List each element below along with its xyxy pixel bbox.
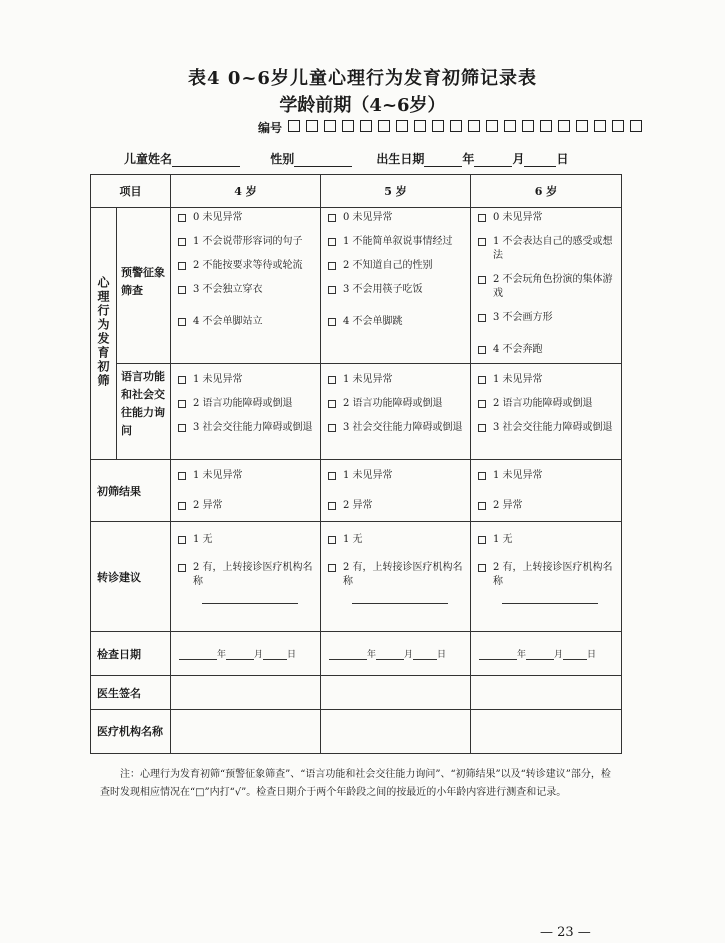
language-row [91, 364, 622, 460]
checkbox[interactable] [478, 238, 486, 246]
date-unit-label: 月 [254, 650, 264, 660]
result-row [91, 460, 622, 522]
checkbox-label: 1 未见异常 [193, 470, 243, 481]
checkbox-label: 1 未见异常 [493, 470, 543, 481]
checkbox-label: 1 未见异常 [493, 374, 543, 385]
header-age5: 5 岁 [321, 175, 471, 208]
page-number: — 23 — [540, 925, 591, 940]
checkbox-label: 1 不会说带形容词的句子 [193, 236, 303, 247]
checkbox-item [178, 373, 316, 387]
checkbox[interactable] [328, 536, 336, 544]
table-header-row [91, 175, 622, 208]
date-unit-label: 年 [367, 650, 377, 660]
code-digit-box[interactable] [324, 120, 336, 132]
checkbox[interactable] [328, 214, 336, 222]
date-unit-label: 日 [587, 650, 597, 660]
code-digit-box[interactable] [504, 120, 516, 132]
day-label: 日 [556, 152, 569, 166]
language-label: 语言功能和社会交往能力询问 [117, 364, 171, 460]
code-digit-box[interactable] [558, 120, 570, 132]
doctor-sign-label: 医生签名 [91, 676, 171, 710]
checkbox-label: 2 语言功能障碍或倒退 [193, 398, 293, 409]
checkbox[interactable] [478, 346, 486, 354]
code-digit-box[interactable] [630, 120, 642, 132]
form-subtitle: 学龄前期（4~6岁） [279, 95, 446, 116]
institution-name-line[interactable] [202, 603, 298, 604]
checkbox[interactable] [328, 502, 336, 510]
institution-age4[interactable] [171, 710, 321, 754]
checkbox-item [328, 561, 466, 589]
date-unit-label: 日 [287, 650, 297, 660]
header-age6: 6 岁 [471, 175, 622, 208]
checkbox[interactable] [178, 238, 186, 246]
checkbox[interactable] [328, 262, 336, 270]
checkbox-item [178, 533, 316, 547]
checkbox-label: 1 无 [193, 534, 213, 545]
date-blank[interactable] [563, 649, 587, 660]
warning-age6-cell [471, 208, 622, 364]
checkbox-label: 3 社会交往能力障碍或倒退 [493, 422, 613, 433]
checkbox-label: 2 有，上转接诊医疗机构名称 [343, 562, 463, 587]
checkbox[interactable] [478, 276, 486, 284]
date-unit-label: 日 [437, 650, 447, 660]
code-digit-box[interactable] [342, 120, 354, 132]
sex-label: 性别 [270, 152, 295, 166]
checkbox-label: 2 不能按要求等待或轮流 [193, 260, 303, 271]
date-blank[interactable] [263, 649, 287, 660]
checkbox[interactable] [178, 472, 186, 480]
code-digit-box[interactable] [594, 120, 606, 132]
warning-label: 预警征象筛查 [117, 208, 171, 364]
exam-date-age5[interactable] [321, 632, 471, 676]
checkbox-label: 1 未见异常 [193, 374, 243, 385]
checkbox-label: 3 不会用筷子吃饭 [343, 284, 423, 295]
checkbox[interactable] [178, 502, 186, 510]
code-digit-box[interactable] [576, 120, 588, 132]
date-blank[interactable] [526, 649, 554, 660]
code-digit-box[interactable] [540, 120, 552, 132]
checkbox-label: 2 语言功能障碍或倒退 [493, 398, 593, 409]
checkbox[interactable] [328, 424, 336, 432]
checkbox[interactable] [328, 238, 336, 246]
code-digit-box[interactable] [288, 120, 300, 132]
exam-date-age4[interactable] [171, 632, 321, 676]
referral-age6-cell [471, 522, 622, 632]
institution-age6[interactable] [471, 710, 622, 754]
checkbox[interactable] [178, 262, 186, 270]
date-blank[interactable] [479, 649, 517, 660]
dob-label: 出生日期 [376, 152, 425, 166]
checkbox[interactable] [178, 564, 186, 572]
checkbox-item [478, 499, 617, 513]
checkbox-label: 4 不会奔跑 [493, 344, 543, 355]
date-unit-label: 年 [217, 650, 227, 660]
doctor-sign-age5[interactable] [321, 676, 471, 710]
date-blank[interactable] [329, 649, 367, 660]
checkbox-item [178, 283, 316, 297]
checkbox-item [478, 311, 617, 325]
checkbox-item [178, 259, 316, 273]
checkbox-item [328, 315, 466, 329]
checkbox[interactable] [178, 376, 186, 384]
checkbox-label: 3 不会独立穿衣 [193, 284, 263, 295]
checkbox-label: 2 不会玩角色扮演的集体游戏 [493, 274, 613, 299]
category-label: 心理行为发育初筛 [96, 276, 110, 388]
checkbox-label: 1 无 [343, 534, 363, 545]
date-blank[interactable] [376, 649, 404, 660]
language-age4-cell [171, 364, 321, 460]
code-digit-box[interactable] [468, 120, 480, 132]
referral-label: 转诊建议 [91, 522, 171, 632]
institution-row [91, 710, 622, 754]
checkbox[interactable] [478, 472, 486, 480]
screening-table [90, 174, 622, 754]
code-digit-box[interactable] [306, 120, 318, 132]
checkbox[interactable] [478, 564, 486, 572]
date-blank[interactable] [179, 649, 217, 660]
checkbox-label: 3 社会交往能力障碍或倒退 [343, 422, 463, 433]
checkbox-item [328, 469, 466, 483]
checkbox-label: 2 有，上转接诊医疗机构名称 [493, 562, 613, 587]
checkbox[interactable] [478, 424, 486, 432]
checkbox-label: 2 异常 [193, 500, 223, 511]
checkbox[interactable] [328, 564, 336, 572]
checkbox-label: 0 未见异常 [493, 212, 543, 223]
sex-field[interactable] [294, 154, 352, 167]
checkbox-item [328, 235, 466, 249]
checkbox[interactable] [178, 400, 186, 408]
date-blank[interactable] [226, 649, 254, 660]
checkbox[interactable] [328, 286, 336, 294]
checkbox-label: 3 社会交往能力障碍或倒退 [193, 422, 313, 433]
date-unit-label: 月 [404, 650, 414, 660]
checkbox-label: 2 异常 [343, 500, 373, 511]
checkbox[interactable] [178, 318, 186, 326]
checkbox-label: 1 不会表达自己的感受或想法 [493, 236, 613, 261]
institution-label: 医疗机构名称 [91, 710, 171, 754]
header-item: 项目 [91, 175, 171, 208]
date-blank[interactable] [413, 649, 437, 660]
checkbox-item [178, 469, 316, 483]
checkbox-item [328, 499, 466, 513]
footnote [100, 766, 620, 802]
checkbox[interactable] [478, 314, 486, 322]
language-age6-cell [471, 364, 622, 460]
checkbox-item [328, 373, 466, 387]
date-unit-label: 年 [517, 650, 527, 660]
checkbox[interactable] [328, 318, 336, 326]
language-age5-cell [321, 364, 471, 460]
checkbox[interactable] [178, 214, 186, 222]
code-digit-box[interactable] [522, 120, 534, 132]
code-digit-box[interactable] [612, 120, 624, 132]
checkbox[interactable] [328, 400, 336, 408]
doctor-sign-age4[interactable] [171, 676, 321, 710]
checkbox-item [328, 259, 466, 273]
checkbox-item [478, 211, 617, 225]
checkbox-item [328, 421, 466, 435]
checkbox-label: 2 语言功能障碍或倒退 [343, 398, 443, 409]
checkbox-item [178, 561, 316, 589]
institution-name-line[interactable] [502, 603, 598, 604]
code-digit-box[interactable] [432, 120, 444, 132]
code-field [258, 119, 642, 136]
code-digit-box[interactable] [378, 120, 390, 132]
checkbox-item [478, 469, 617, 483]
referral-age4-cell [171, 522, 321, 632]
checkbox-item [178, 421, 316, 435]
checkbox-item [178, 499, 316, 513]
exam-date-age6[interactable] [471, 632, 622, 676]
code-digit-box[interactable] [450, 120, 462, 132]
footnote-text: 注：心理行为发育初筛“预警征象筛查”、“语言功能和社会交往能力询问”、“初筛结果”以及“转诊建议”部分，检查时发现相应情况在“□”内打“√”。检查日期介于两个年龄段之间的按最近的小年龄内容进行测查和记录。 [100, 769, 611, 798]
code-digit-box[interactable] [414, 120, 426, 132]
checkbox-label: 1 无 [493, 534, 513, 545]
name-label: 儿童姓名 [124, 152, 173, 166]
checkbox-item [478, 373, 617, 387]
doctor-sign-row [91, 676, 622, 710]
code-digit-box[interactable] [486, 120, 498, 132]
code-digit-box[interactable] [360, 120, 372, 132]
checkbox-item [478, 273, 617, 301]
exam-date-row [91, 632, 622, 676]
result-age4-cell [171, 460, 321, 522]
month-label: 月 [512, 152, 525, 166]
code-digit-box[interactable] [396, 120, 408, 132]
result-age6-cell [471, 460, 622, 522]
category-cell [91, 208, 117, 460]
checkbox-item [178, 397, 316, 411]
checkbox-item [478, 235, 617, 263]
checkbox-item [478, 421, 617, 435]
exam-date-label: 检查日期 [91, 632, 171, 676]
checkbox[interactable] [178, 536, 186, 544]
checkbox-item [478, 561, 617, 589]
institution-name-line[interactable] [352, 603, 448, 604]
checkbox-item [478, 343, 617, 357]
checkbox[interactable] [328, 472, 336, 480]
checkbox[interactable] [478, 376, 486, 384]
date-unit-label: 月 [554, 650, 564, 660]
checkbox-label: 0 未见异常 [343, 212, 393, 223]
checkbox-label: 1 未见异常 [343, 470, 393, 481]
warning-age5-cell [321, 208, 471, 364]
form-title: 表4 0~6岁儿童心理行为发育初筛记录表 [188, 68, 537, 89]
header-age4: 4 岁 [171, 175, 321, 208]
checkbox-item [178, 211, 316, 225]
code-label: 编号 [258, 121, 283, 135]
checkbox-item [328, 397, 466, 411]
warning-row [91, 208, 622, 364]
doctor-sign-age6[interactable] [471, 676, 622, 710]
checkbox-label: 3 不会画方形 [493, 312, 553, 323]
checkbox[interactable] [178, 424, 186, 432]
checkbox-label: 0 未见异常 [193, 212, 243, 223]
code-boxes[interactable] [282, 120, 642, 135]
result-label: 初筛结果 [91, 460, 171, 522]
checkbox-item [178, 235, 316, 249]
checkbox-item [328, 533, 466, 547]
checkbox[interactable] [478, 214, 486, 222]
checkbox-label: 1 未见异常 [343, 374, 393, 385]
checkbox-item [478, 533, 617, 547]
checkbox-label: 2 异常 [493, 500, 523, 511]
dob-year-field[interactable] [424, 154, 462, 167]
checkbox-label: 2 有，上转接诊医疗机构名称 [193, 562, 313, 587]
checkbox-item [328, 283, 466, 297]
referral-age5-cell [321, 522, 471, 632]
referral-row [91, 522, 622, 632]
checkbox-label: 4 不会单脚跳 [343, 316, 403, 327]
checkbox-item [478, 397, 617, 411]
checkbox-item [328, 211, 466, 225]
checkbox[interactable] [328, 376, 336, 384]
checkbox-label: 2 不知道自己的性别 [343, 260, 433, 271]
warning-age4-cell [171, 208, 321, 364]
name-field[interactable] [172, 154, 240, 167]
checkbox[interactable] [178, 286, 186, 294]
checkbox[interactable] [478, 536, 486, 544]
dob-day-field[interactable] [524, 154, 556, 167]
institution-age5[interactable] [321, 710, 471, 754]
checkbox-item [178, 315, 316, 329]
checkbox-label: 4 不会单脚站立 [193, 316, 263, 327]
checkbox[interactable] [478, 400, 486, 408]
checkbox[interactable] [478, 502, 486, 510]
result-age5-cell [321, 460, 471, 522]
dob-month-field[interactable] [474, 154, 512, 167]
year-label: 年 [462, 152, 475, 166]
child-info-line [124, 150, 568, 167]
checkbox-label: 1 不能简单叙说事情经过 [343, 236, 453, 247]
